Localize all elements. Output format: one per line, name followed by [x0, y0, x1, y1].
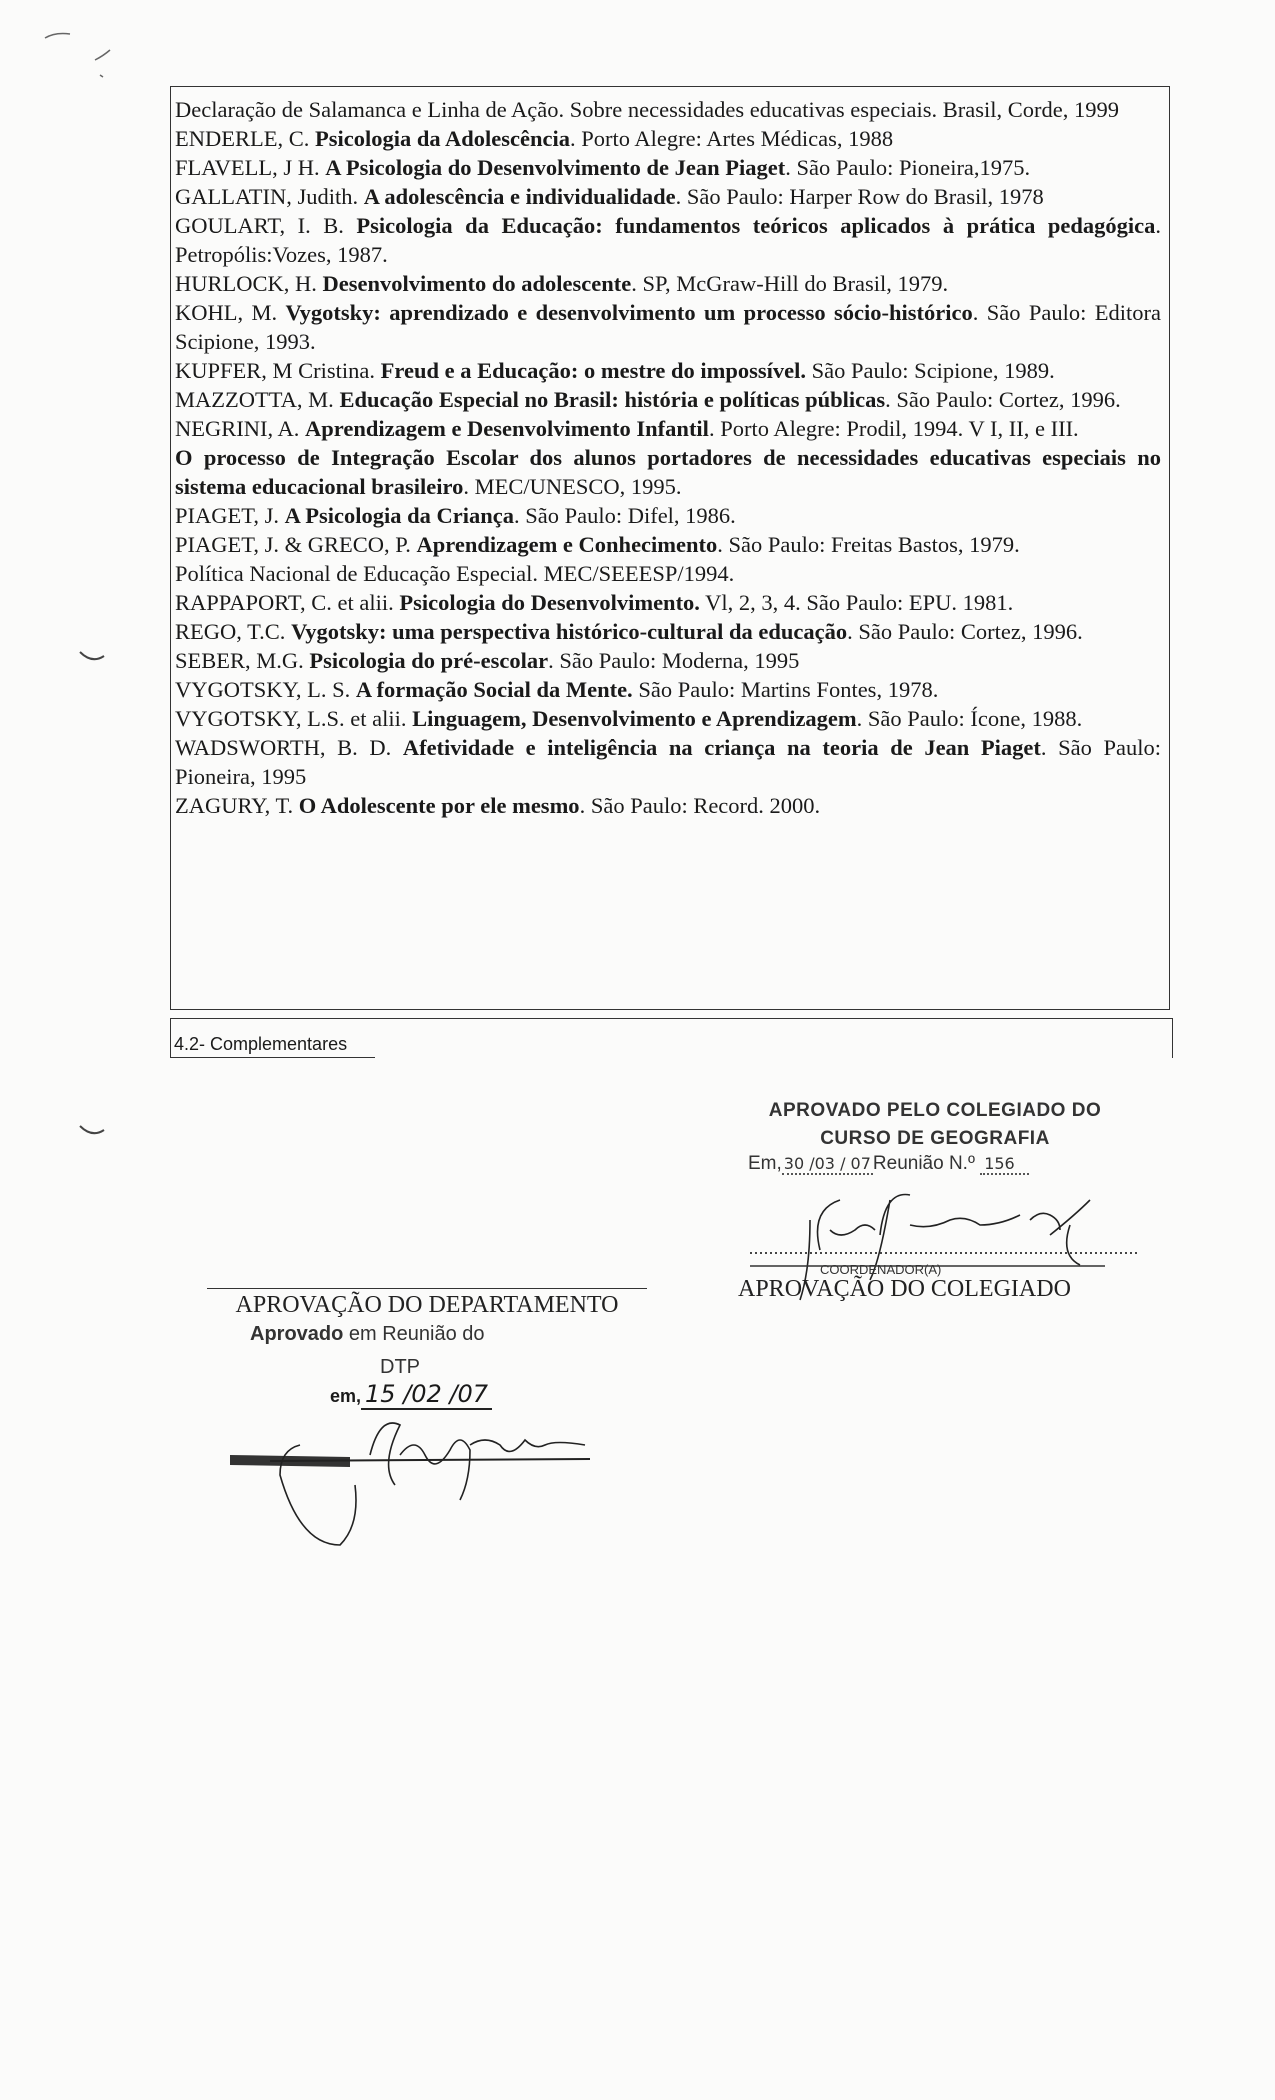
reference-text: VYGOTSKY, L.S. et alii.	[175, 706, 413, 731]
reference-entry	[175, 414, 1161, 443]
reference-entry	[175, 617, 1161, 646]
reference-text: FLAVELL, J H.	[175, 155, 326, 180]
reference-text: NEGRINI, A.	[175, 416, 305, 441]
reference-text: . Porto Alegre: Prodil, 1994. V I, II, e III.	[708, 416, 1079, 441]
punch-hole-mark	[78, 1124, 108, 1144]
reference-text: . São Paulo: Pioneira,1975.	[785, 155, 1031, 180]
colegiado-stamp-line2: CURSO DE GEOGRAFIA	[820, 1128, 1050, 1149]
departamento-stamp-line1	[250, 1323, 485, 1346]
reference-entry	[175, 443, 1161, 501]
reference-text: MAZZOTTA, M.	[175, 387, 340, 412]
coordinator-signature	[750, 1190, 1150, 1280]
reference-text: RAPPAPORT, C. et alii.	[175, 590, 400, 615]
reference-text: . São Paulo: Difel, 1986.	[513, 503, 736, 528]
departamento-date: 15 /02 /07	[361, 1380, 492, 1410]
reference-text: . Porto Alegre: Artes Médicas, 1988	[570, 126, 894, 151]
reference-text: . São Paulo: Cortez, 1996.	[885, 387, 1121, 412]
reuniao-label: Reunião N.º	[872, 1153, 975, 1174]
colegiado-meeting-line	[748, 1153, 1029, 1175]
reference-title: O Adolescente por ele mesmo	[298, 793, 580, 818]
reference-text: WADSWORTH, B. D.	[175, 735, 403, 760]
reference-title: Desenvolvimento do adolescente	[322, 271, 632, 296]
reference-entry	[175, 211, 1161, 269]
reference-title: Psicologia do pré-escolar	[309, 648, 549, 673]
reference-entry	[175, 791, 1161, 820]
reference-entry	[175, 530, 1161, 559]
department-signature	[230, 1415, 610, 1525]
aprovado-label: Aprovado	[250, 1323, 344, 1345]
reference-entry	[175, 646, 1161, 675]
reference-entry	[175, 588, 1161, 617]
reference-text: GOULART, I. B.	[175, 213, 357, 238]
reference-title: Educação Especial no Brasil: história e políticas públicas	[339, 387, 886, 412]
reference-text: HURLOCK, H.	[175, 271, 323, 296]
section-heading-complementares: 4.2- Complementares	[174, 1034, 348, 1054]
references-box	[170, 86, 1170, 1010]
reference-text: . São Paulo: Freitas Bastos, 1979.	[717, 532, 1020, 557]
reference-title: Psicologia da Educação: fundamentos teóricos aplicados à prática pedagógica	[356, 213, 1156, 238]
reference-entry	[175, 182, 1161, 211]
reference-entry	[175, 298, 1161, 356]
reference-title: Psicologia do Desenvolvimento.	[399, 590, 700, 615]
reference-text: ENDERLE, C.	[175, 126, 315, 151]
punch-hole-mark	[78, 650, 108, 670]
reference-text: KUPFER, M Cristina.	[175, 358, 381, 383]
reference-title: A adolescência e individualidade	[363, 184, 676, 209]
reference-text: KOHL, M.	[175, 300, 286, 325]
signature-line	[207, 1288, 647, 1289]
reference-title: A Psicologia do Desenvolvimento de Jean Piaget	[325, 155, 786, 180]
divider	[170, 1057, 375, 1058]
reference-text: PIAGET, J. & GRECO, P.	[175, 532, 417, 557]
reference-text: . São Paulo: Ícone, 1988.	[856, 706, 1083, 731]
reference-text: Vl, 2, 3, 4. São Paulo: EPU. 1981.	[699, 590, 1014, 615]
em-reuniao-label: em Reunião do	[343, 1323, 485, 1345]
departamento-approval-caption: APROVAÇÃO DO DEPARTAMENTO	[235, 1292, 619, 1318]
reference-text: . São Paulo: Pioneira, 1995	[175, 735, 1161, 789]
reference-title: Freud e a Educação: o mestre do impossível.	[380, 358, 807, 383]
reference-text: ZAGURY, T.	[175, 793, 299, 818]
reference-entry	[175, 704, 1161, 733]
departamento-date-line	[330, 1380, 492, 1408]
reference-text: . São Paulo: Moderna, 1995	[548, 648, 800, 673]
reference-title: O processo de Integração Escolar dos alunos portadores de necessidades educativas especiais no sistema educacional brasileiro	[175, 445, 1161, 499]
reference-text: . São Paulo: Editora Scipione, 1993.	[175, 300, 1161, 354]
reference-text: SEBER, M.G.	[175, 648, 310, 673]
reference-text: São Paulo: Scipione, 1989.	[806, 358, 1055, 383]
reference-title: Vygotsky: uma perspectiva histórico-cultural da educação	[291, 619, 848, 644]
reference-title: Aprendizagem e Conhecimento	[416, 532, 718, 557]
reference-text: PIAGET, J.	[175, 503, 285, 528]
colegiado-approval-caption: APROVAÇÃO DO COLEGIADO	[738, 1276, 1071, 1302]
coordinator-label: COORDENADOR(A)	[820, 1262, 942, 1277]
reference-text: . SP, McGraw-Hill do Brasil, 1979.	[631, 271, 949, 296]
reference-entry	[175, 559, 1161, 588]
em-label: Em,	[748, 1153, 782, 1174]
reference-text: Declaração de Salamanca e Linha de Ação. Sobre necessidades educativas especiais. Brasil, Corde, 1999	[175, 97, 1120, 122]
reference-text: . São Paulo: Record. 2000.	[579, 793, 821, 818]
reference-entry	[175, 675, 1161, 704]
reference-title: Linguagem, Desenvolvimento e Aprendizagem	[412, 706, 857, 731]
reference-title: Aprendizagem e Desenvolvimento Infantil	[305, 416, 709, 441]
reference-entry	[175, 269, 1161, 298]
reference-entry	[175, 501, 1161, 530]
em-label: em,	[330, 1386, 362, 1406]
reference-text: . São Paulo: Harper Row do Brasil, 1978	[675, 184, 1044, 209]
reference-title: A formação Social da Mente.	[355, 677, 633, 702]
reference-text: Política Nacional de Educação Especial. MEC/SEEESP/1994.	[175, 561, 735, 586]
reference-text: GALLATIN, Judith.	[175, 184, 364, 209]
reference-entry	[175, 124, 1161, 153]
reference-text: REGO, T.C.	[175, 619, 292, 644]
reference-title: Psicologia da Adolescência	[315, 126, 570, 151]
reference-entry	[175, 385, 1161, 414]
reuniao-number: 156	[980, 1154, 1029, 1175]
reference-title: Afetividade e inteligência na criança na teoria de Jean Piaget	[402, 735, 1041, 760]
reference-entry	[175, 95, 1161, 124]
reference-text: . São Paulo: Cortez, 1996.	[847, 619, 1083, 644]
colegiado-stamp-line1: APROVADO PELO COLEGIADO DO	[768, 1100, 1102, 1121]
reference-title: A Psicologia da Criança	[284, 503, 514, 528]
scan-mark-top-left	[40, 20, 120, 80]
reference-title: Vygotsky: aprendizado e desenvolvimento um processo sócio-histórico	[285, 300, 973, 325]
reference-entry	[175, 733, 1161, 791]
reference-text: . Petropólis:Vozes, 1987.	[175, 213, 1161, 267]
meeting-date: 30 /03 / 07	[783, 1154, 871, 1173]
reference-entry	[175, 356, 1161, 385]
reference-text: VYGOTSKY, L. S.	[175, 677, 356, 702]
reference-text: São Paulo: Martins Fontes, 1978.	[632, 677, 939, 702]
reference-text: . MEC/UNESCO, 1995.	[463, 474, 682, 499]
departamento-stamp-line2: DTP	[380, 1356, 420, 1378]
reference-entry	[175, 153, 1161, 182]
